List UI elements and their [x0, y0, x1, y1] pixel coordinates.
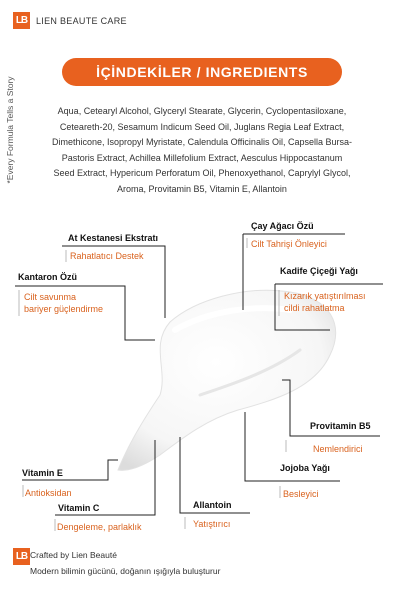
callout-vitamin-e-name: Vitamin E	[22, 468, 63, 478]
callout-provitamin-name: Provitamin B5	[310, 421, 371, 431]
callout-cay-agaci-benefit: Cilt Tahrişi Önleyici	[251, 239, 327, 249]
callout-allantoin-benefit: Yatıştırıcı	[193, 519, 231, 529]
brand-name: LIEN BEAUTE CARE	[36, 16, 127, 26]
callout-kadife-name: Kadife Çiçeği Yağı	[280, 266, 358, 276]
footer-crafted: Crafted by Lien Beauté	[30, 550, 117, 560]
callout-kadife-benefit-line1: Kızarık yatıştırılması	[284, 291, 366, 301]
banner-title: İÇİNDEKİLER / INGREDIENTS	[96, 64, 308, 80]
callout-kantaron-benefit-line1: Cilt savunma	[24, 292, 77, 302]
callout-vitamin-c-benefit: Dengeleme, parlaklık	[57, 522, 142, 532]
ingredients-list: Aqua, Cetearyl Alcohol, Glyceryl Stearate, Glycerin, Cyclopentasiloxane, Ceteareth-20, Sesamum Indicum Seed Oil, Juglans Regia Leaf Extract, Dimethicone, Isopropyl Myristate, Calendula Officinalis Oil, Capsella Bursa-Pastoris Extract, Achillea Millefolium Extract, Aesculus Hippocastanum Seed Extract, Hypericum Perforatum Oil, Phenoxyethanol, Caprylyl Glycol, Aroma, Provitamin B5, Vitamin E, Allantoin	[52, 106, 352, 194]
callout-kantaron-name: Kantaron Özü	[18, 272, 78, 282]
footer-tagline: Modern bilimin gücünü, doğanın ışığıyla buluşturur	[30, 566, 221, 576]
side-tagline-text: *Every Formula Tells a Story	[5, 76, 15, 184]
callout-allantoin-name: Allantoin	[193, 500, 232, 510]
footer-logo: LB	[13, 548, 30, 565]
callout-at-kestanesi-benefit: Rahatlatıcı Destek	[70, 251, 144, 261]
callout-cay-agaci-name: Çay Ağacı Özü	[251, 221, 314, 231]
callout-kantaron-benefit	[24, 291, 103, 315]
callout-jojoba-benefit: Besleyici	[283, 489, 319, 499]
callout-kadife-benefit-line2: cildi rahatlatma	[284, 303, 345, 313]
callout-vitamin-c-name: Vitamin C	[58, 503, 100, 513]
brand-logo: LB	[13, 12, 30, 29]
callout-at-kestanesi-name: At Kestanesi Ekstratı	[68, 233, 159, 243]
callout-jojoba-name: Jojoba Yağı	[280, 463, 330, 473]
callout-provitamin-benefit: Nemlendirici	[313, 444, 363, 454]
cream-swatch	[118, 290, 336, 470]
callout-kadife-benefit	[284, 290, 366, 314]
callout-kantaron-benefit-line2: bariyer güçlendirme	[24, 304, 104, 314]
callout-vitamin-e-benefit: Antioksidan	[25, 488, 72, 498]
